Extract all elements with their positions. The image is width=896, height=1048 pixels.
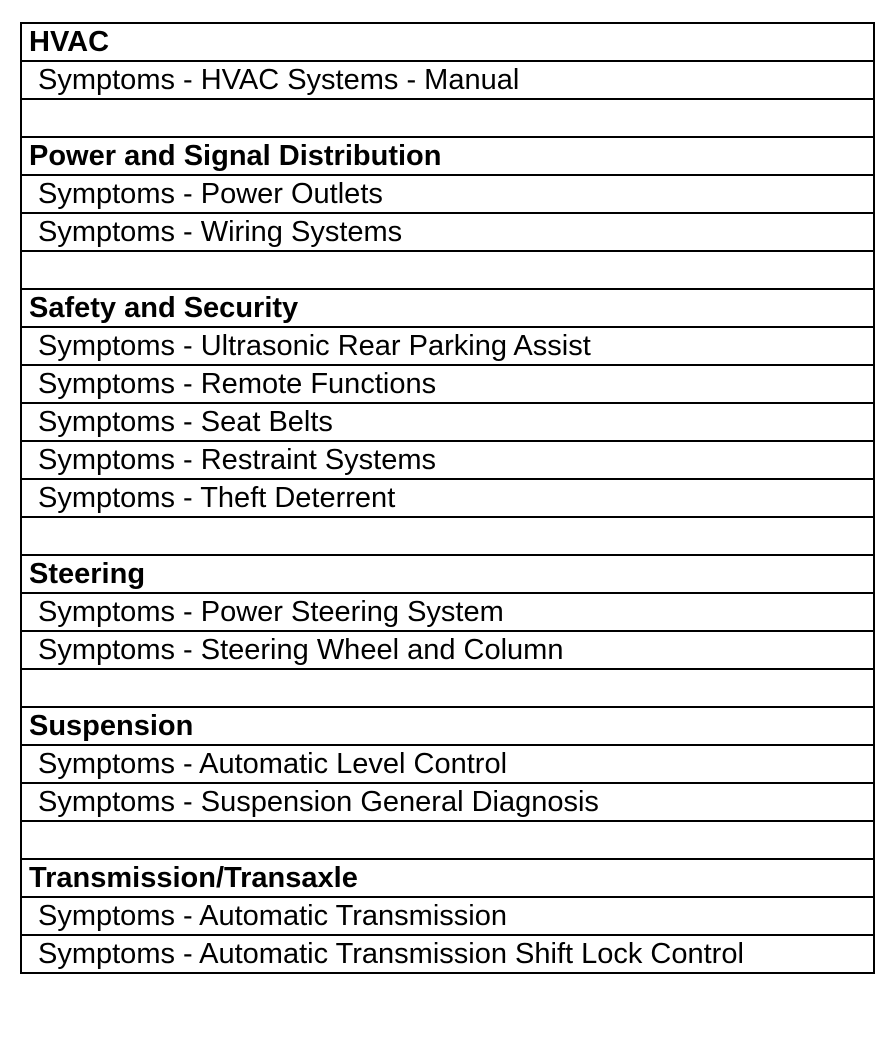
symptom-item: Symptoms - Restraint Systems [21, 441, 874, 479]
symptom-item: Symptoms - Remote Functions [21, 365, 874, 403]
symptom-item: Symptoms - Ultrasonic Rear Parking Assist [21, 327, 874, 365]
symptom-row [21, 441, 874, 479]
section-header-row [21, 289, 874, 327]
symptom-item: Symptoms - Automatic Level Control [21, 745, 874, 783]
symptom-item: Symptoms - Power Steering System [21, 593, 874, 631]
symptoms-table [20, 22, 875, 974]
symptom-row [21, 175, 874, 213]
blank-cell [21, 517, 874, 555]
symptom-row [21, 213, 874, 251]
symptom-item: Symptoms - Theft Deterrent [21, 479, 874, 517]
symptom-row [21, 403, 874, 441]
blank-cell [21, 99, 874, 137]
symptom-row [21, 593, 874, 631]
blank-cell [21, 821, 874, 859]
symptom-row [21, 783, 874, 821]
symptom-item: Symptoms - Steering Wheel and Column [21, 631, 874, 669]
blank-row [21, 251, 874, 289]
blank-row [21, 99, 874, 137]
symptom-item: Symptoms - Automatic Transmission [21, 897, 874, 935]
symptom-row [21, 745, 874, 783]
section-title: Power and Signal Distribution [21, 137, 874, 175]
symptom-row [21, 365, 874, 403]
symptom-item: Symptoms - Wiring Systems [21, 213, 874, 251]
section-header-row [21, 555, 874, 593]
section-header-row [21, 23, 874, 61]
symptom-item: Symptoms - Seat Belts [21, 403, 874, 441]
section-title: HVAC [21, 23, 874, 61]
section-title: Transmission/Transaxle [21, 859, 874, 897]
symptom-row [21, 479, 874, 517]
symptom-row [21, 61, 874, 99]
blank-cell [21, 669, 874, 707]
blank-cell [21, 251, 874, 289]
symptom-item: Symptoms - Power Outlets [21, 175, 874, 213]
blank-row [21, 821, 874, 859]
symptom-item: Symptoms - HVAC Systems - Manual [21, 61, 874, 99]
symptom-row [21, 897, 874, 935]
section-title: Suspension [21, 707, 874, 745]
section-header-row [21, 707, 874, 745]
symptom-item: Symptoms - Automatic Transmission Shift Lock Control [21, 935, 874, 973]
symptom-item: Symptoms - Suspension General Diagnosis [21, 783, 874, 821]
symptom-row [21, 327, 874, 365]
symptom-row [21, 935, 874, 973]
section-title: Steering [21, 555, 874, 593]
symptoms-table-body [21, 23, 874, 973]
blank-row [21, 669, 874, 707]
section-header-row [21, 137, 874, 175]
section-title: Safety and Security [21, 289, 874, 327]
blank-row [21, 517, 874, 555]
symptom-row [21, 631, 874, 669]
section-header-row [21, 859, 874, 897]
